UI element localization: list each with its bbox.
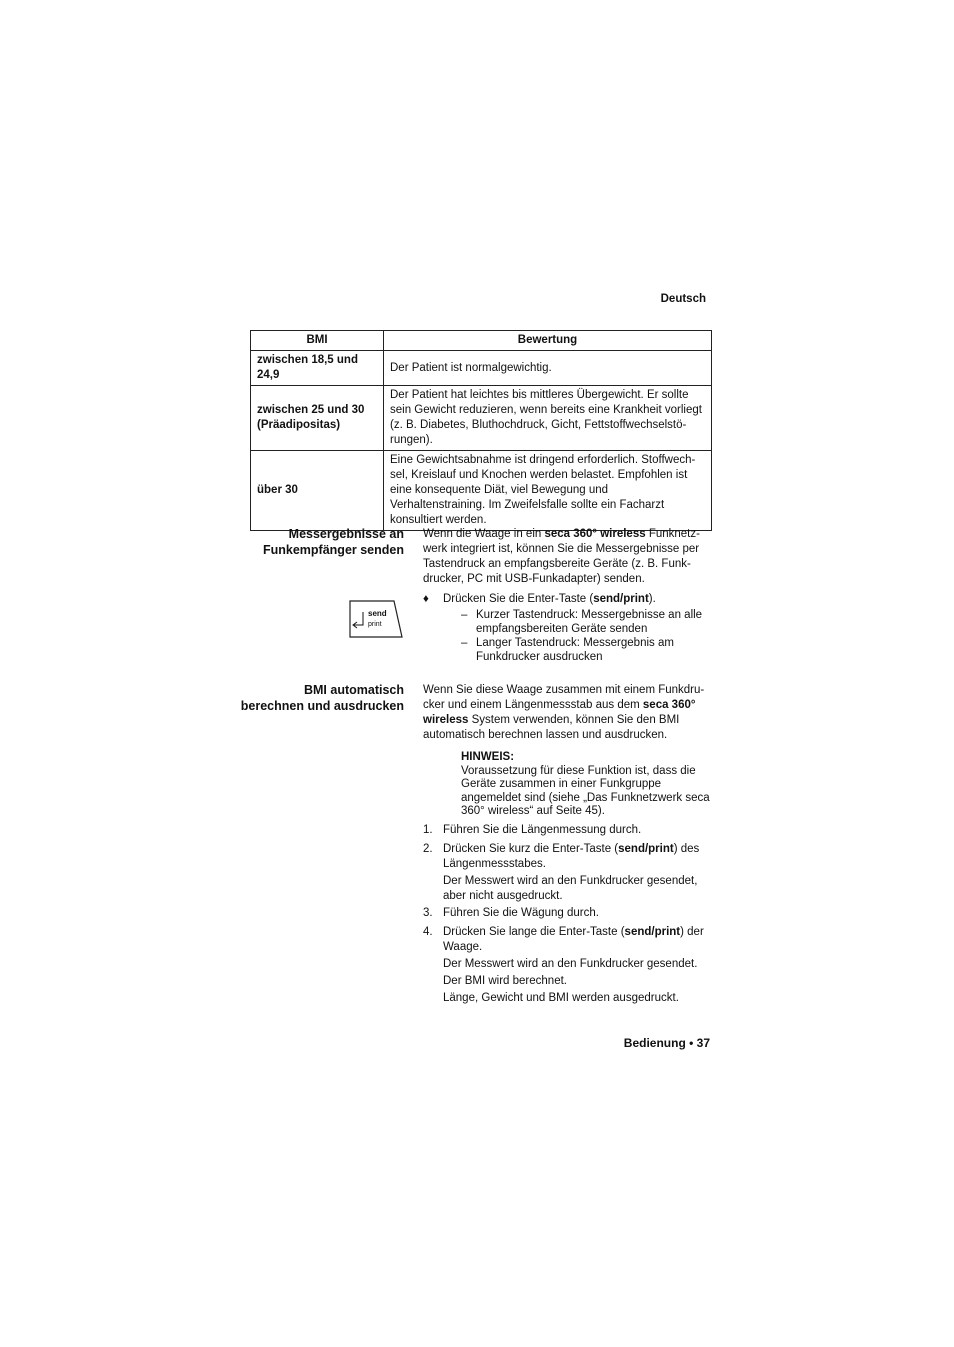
bmi-range-cell: über 30: [251, 451, 384, 531]
step-result: Länge, Gewicht und BMI werden ausgedruckt.: [443, 992, 679, 1004]
bullet-diamond-icon: ♦: [423, 593, 429, 605]
page-header-language: Deutsch: [660, 293, 706, 305]
key-label: send/print: [624, 926, 681, 938]
key-label: send/print: [593, 593, 649, 605]
sub-list-item: – Langer Tastendruck: Messergebnis am Funkdrucker ausdrucken: [461, 637, 674, 663]
rating-cell: Eine Gewichtsabnahme ist dringend erforderlich. Stoffwech-sel, Kreislauf und Knochen werden belastet. Empfohlen ist eine konsequente Diät, viel Bewegung und Verhaltenstraining. Im Zweifelsfalle sollte ein Facharzt konsultiert werden.: [384, 451, 712, 531]
section-intro-bmi-auto: Wenn Sie diese Waage zusammen mit einem Funkdru-cker und einem Längenmessstab aus dem seca 360° wireless System verwenden, können Sie den BMI automatisch berechnen lassen und ausdrucken.: [423, 684, 705, 741]
instruction-bullet: ♦ Drücken Sie die Enter-Taste (send/print).: [423, 593, 656, 605]
step-result: Der Messwert wird an den Funkdrucker gesendet, aber nicht ausgedruckt.: [443, 875, 698, 902]
note-text: Voraussetzung für diese Funktion ist, dass die Geräte zusammen in einer Funkgruppe angemeldet sind (siehe „Das Funknetzwerk seca 360° wireless“ auf Seite 45).: [461, 764, 710, 817]
rating-cell: Der Patient ist normalgewichtig.: [384, 351, 712, 386]
table-row: [251, 351, 712, 386]
rating-cell: Der Patient hat leichtes bis mittleres Übergewicht. Er sollte sein Gewicht reduzieren, wenn bereits eine Krankheit vorliegt (z. B. Diabetes, Bluthochdruck, Gicht, Fettstoffwechselstö-rungen).: [384, 386, 712, 451]
step-result: Der Messwert wird an den Funkdrucker gesendet.: [443, 958, 698, 970]
brand-name: seca 360° wireless: [544, 528, 646, 540]
note-title: HINWEIS:: [461, 751, 515, 763]
step-item: 4. Drücken Sie lange die Enter-Taste (send/print) der Waage. Der Messwert wird an den Funkdrucker gesendet. Der BMI wird berechnet. Länge, Gewicht und BMI werden ausgedruckt.: [423, 925, 713, 1006]
step-item: 3. Führen Sie die Wägung durch.: [423, 907, 599, 919]
section-heading-send-results: Messergebnisse an Funkempfänger senden: [263, 527, 404, 557]
column-header-bmi: BMI: [251, 331, 384, 351]
key-bottom-label: print: [368, 621, 382, 628]
sub-list-item: – Kurzer Tastendruck: Messergebnisse an alle empfangsbereiten Geräte senden: [461, 609, 703, 635]
table-row: [251, 386, 712, 451]
section-heading-bmi-auto: BMI automatisch berechnen und ausdrucken: [240, 683, 404, 713]
section-intro-send-results: Wenn die Waage in ein seca 360° wireless Funknetz-werk integriert ist, können Sie die Messergebnisse per Tastendruck an empfangsbereite Geräte (z. B. Funk-drucker, PC mit USB-Funkadapter) senden.: [423, 528, 700, 585]
key-label: send/print: [618, 843, 674, 855]
step-item: 1. Führen Sie die Längenmessung durch.: [423, 824, 642, 836]
table-header-row: [251, 331, 712, 351]
column-header-rating: Bewertung: [384, 331, 712, 351]
send-print-key-icon: [348, 598, 404, 640]
bmi-table: [250, 330, 712, 531]
table-row: [251, 451, 712, 531]
bmi-range-cell: zwischen 18,5 und 24,9: [251, 351, 384, 386]
key-top-label: send: [368, 609, 387, 618]
page-footer: Bedienung • 37: [623, 1036, 710, 1050]
note-box: [461, 751, 711, 819]
bmi-range-cell: zwischen 25 und 30 (Präadipositas): [251, 386, 384, 451]
step-result: Der BMI wird berechnet.: [443, 975, 567, 987]
step-item: 2. Drücken Sie kurz die Enter-Taste (send/print) des Längenmessstabes. Der Messwert wird an den Funkdrucker gesendet, aber nicht ausgedruckt.: [423, 842, 713, 904]
brand-name: seca 360° wireless: [423, 699, 696, 726]
